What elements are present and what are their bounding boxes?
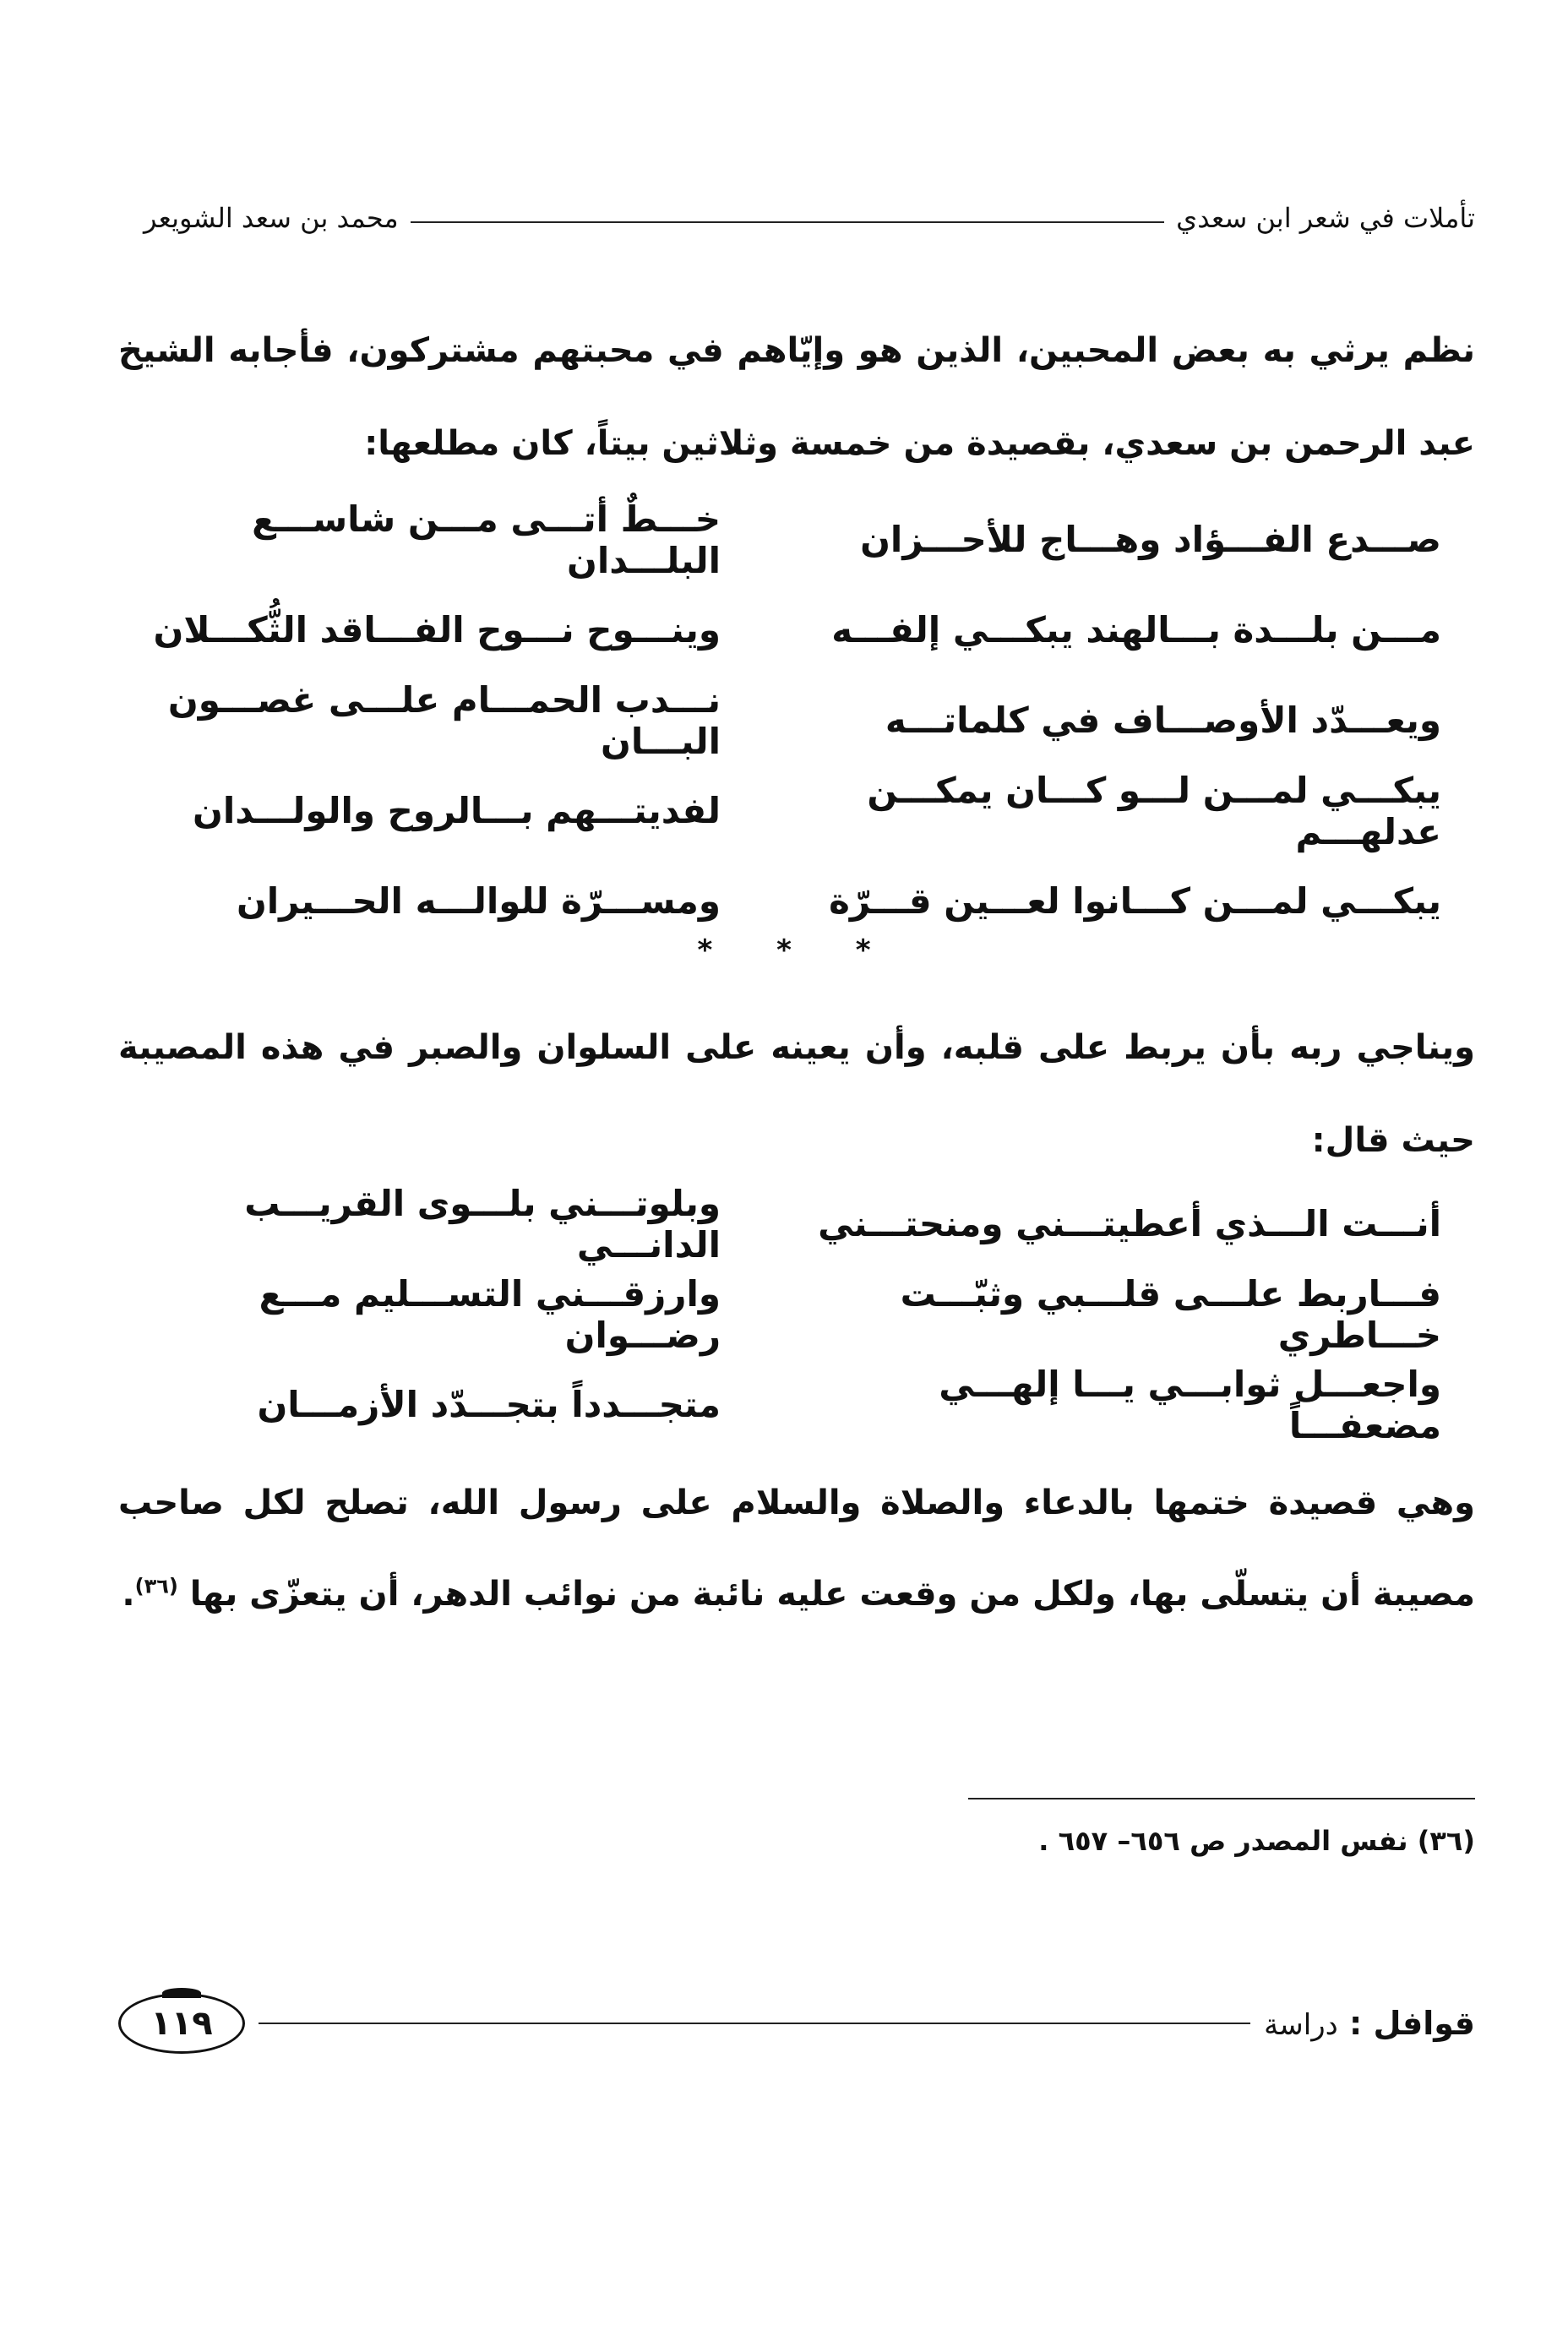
verse-first-hemistich: صـــدع الفـــؤاد وهـــاج للأحـــزان [860,519,1441,560]
verse-first-hemistich: أنـــت الـــذي أعطيتـــني ومنحتـــني [818,1203,1441,1244]
verse-first-hemistich: مـــن بلـــدة بـــالهند يبكـــي إلفـــه [831,609,1441,651]
verse-first-hemistich: فـــاربط علـــى قلـــبي وثبّـــت خـــاطري [900,1272,1441,1356]
verse-first-hemistich: ويعـــدّد الأوصـــاف في كلماتـــه [885,700,1441,741]
header-author: محمد بن سعد الشويعر [144,202,399,234]
page-number-badge [118,1993,245,2054]
footer-colon: : [1337,2005,1374,2042]
verse [118,675,1441,765]
page-number: ١١٩ [150,2004,213,2043]
verse-first-hemistich: واجعـــل ثوابـــي يـــا إلهـــي مضعفـــاً [939,1363,1441,1446]
closing-text: وهي قصيدة ختمها بالدعاء والصلاة والسلام على رسول الله، تصلح لكل صاحب مصيبة أن يتسلّى بها، ولكل من وقعت عليه نائبة من نوائب الدهر، أن يتعزّى بها [118,1484,1475,1614]
middle-paragraph: ويناجي ربه بأن يربط على قلبه، وأن يعينه على السلوان والصبر في هذه المصيبة حيث قال: [118,1028,1475,1160]
footnote-rule [968,1798,1475,1799]
verse-second-hemistich: وارزقـــني التســـليم مـــع رضـــوان [259,1272,721,1356]
verse-second-hemistich: ومســـرّة للوالـــه الحـــيران [236,880,721,922]
closing-period: . [122,1575,135,1614]
closing-paragraph [118,1457,1475,1640]
verse-second-hemistich: خـــطٌ أتـــى مـــن شاســـع البلـــدان [252,498,721,581]
footer-section: دراسة [1264,2008,1338,2042]
intro-paragraph: نظم يرثي به بعض المحبين، الذين هو وإيّاهم في محبتهم مشتركون، فأجابه الشيخ عبد الرحمن بن سعدي، بقصيدة من خمسة وثلاثين بيتاً، كان مطلعها: [118,331,1475,463]
footnote-marker[interactable]: (٣٦) [134,1574,178,1598]
verse-second-hemistich: نـــدب الحمـــام علـــى غصـــون البـــان [167,678,721,762]
verse [118,1359,1441,1450]
verse [118,585,1441,675]
running-footer [118,1985,1475,2061]
verse-second-hemistich: وينـــوح نـــوح الفـــاقد الثُّكـــلان [153,609,721,651]
verse-first-hemistich: يبكـــي لمـــن كـــانوا لعـــين قـــرّة [829,880,1441,922]
verse [118,1179,1441,1269]
verse-second-hemistich: لفديتـــهم بـــالروح والولـــدان [193,790,721,831]
section-separator [0,934,1568,967]
separator-star: * [855,934,871,967]
poem-opening [118,494,1441,946]
footer-journal-label [1264,2005,1475,2042]
footnote: (٣٦) نفس المصدر ص ٦٥٦– ٦٥٧ . [1038,1825,1475,1857]
verse-second-hemistich: متجـــدداً بتجـــدّد الأزمـــان [257,1384,721,1425]
verse-first-hemistich: يبكـــي لمـــن لـــو كـــان يمكـــن عدلهـــم [867,769,1441,852]
badge-ornament [162,1988,201,1998]
verse [118,494,1441,585]
running-header [144,193,1475,243]
separator-star: * [776,934,792,967]
verse [118,765,1441,856]
header-title: تأملات في شعر ابن سعدي [1176,202,1475,234]
footer-rule [259,2023,1250,2024]
journal-name: قوافل [1373,2005,1475,2042]
header-rule [411,221,1165,223]
verse-second-hemistich: وبلوتـــني بلـــوى القريـــب الدانـــي [244,1182,721,1266]
separator-star: * [697,934,713,967]
verse [118,856,1441,946]
poem-supplication [118,1179,1441,1450]
verse [118,1269,1441,1359]
